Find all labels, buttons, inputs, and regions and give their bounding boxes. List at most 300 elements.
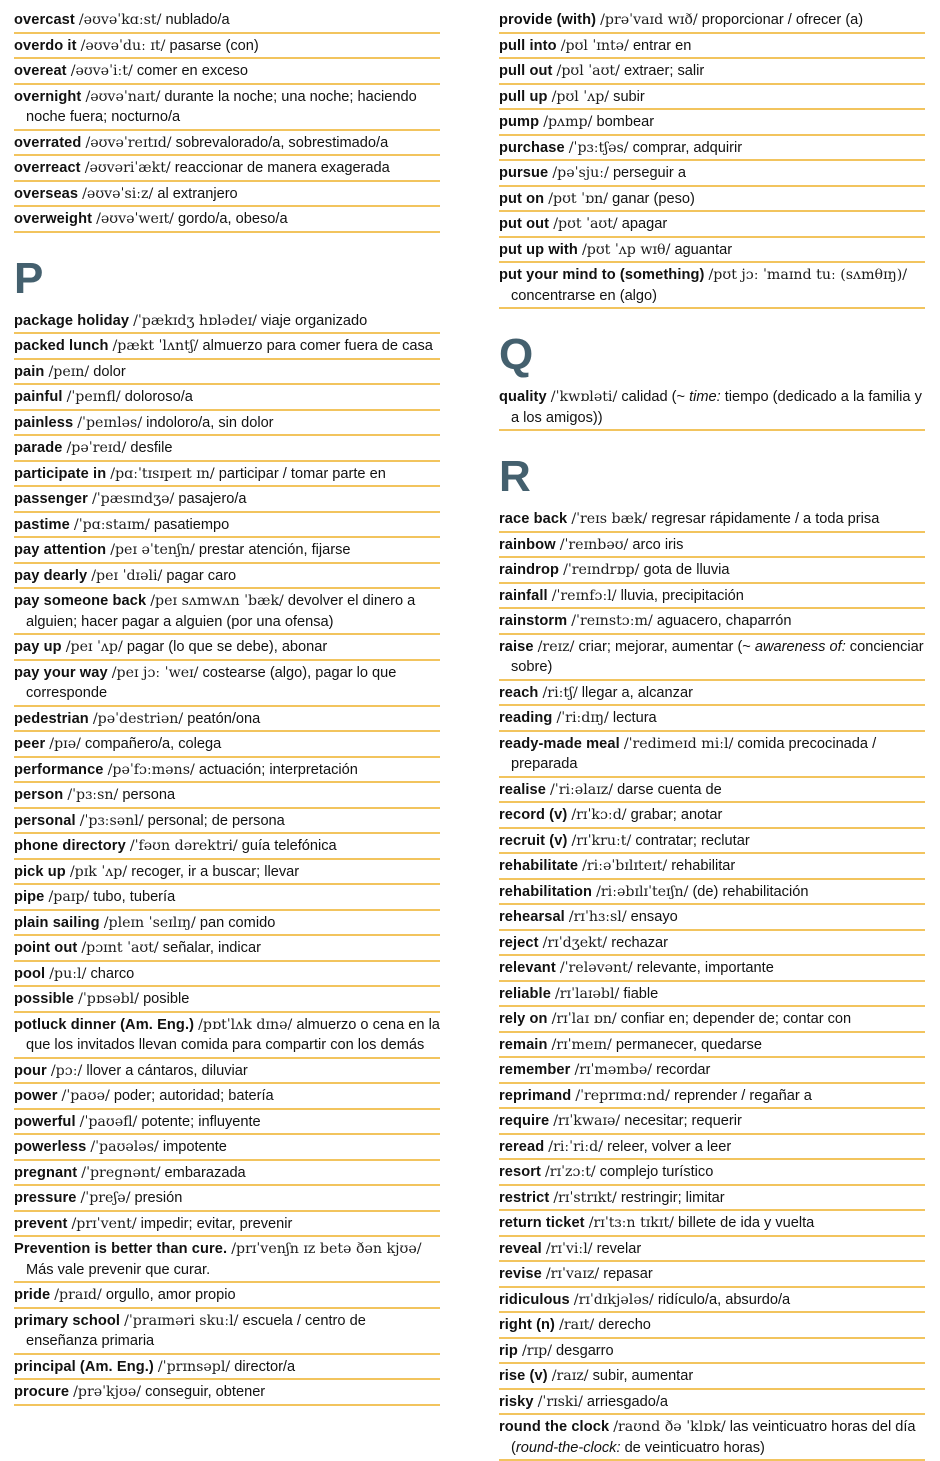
entry-phonetics: /raɪt/ bbox=[559, 1317, 595, 1333]
entry-headword: right (n) bbox=[499, 1317, 556, 1333]
entry-headword: painless bbox=[14, 414, 74, 431]
entry-translation: durante la noche; una noche; haciendo noche fuera; nocturno/a bbox=[26, 88, 417, 125]
entry-translation: charco bbox=[90, 965, 135, 982]
entry-translation: fiable bbox=[623, 985, 659, 1002]
entry-headword: put on bbox=[499, 190, 545, 207]
dictionary-entry bbox=[14, 911, 440, 937]
entry-headword: participate in bbox=[14, 465, 107, 482]
dictionary-entry bbox=[499, 880, 925, 906]
entry-phonetics: /ˈredimeɪd miːl/ bbox=[623, 735, 734, 752]
entry-translation: tubo, tubería bbox=[93, 889, 176, 905]
entry-headword: overeat bbox=[14, 63, 67, 79]
entry-phonetics: /praɪd/ bbox=[54, 1287, 102, 1303]
entry-translation: aguantar bbox=[674, 241, 733, 258]
entry-translation: dolor bbox=[93, 363, 126, 380]
entry-translation: pasarse (con) bbox=[169, 37, 259, 54]
entry-headword: personal bbox=[14, 812, 76, 829]
dictionary-entry bbox=[499, 385, 925, 431]
entry-headword: require bbox=[499, 1113, 550, 1129]
entry-headword: prevent bbox=[14, 1215, 68, 1232]
entry-translation: costearse (algo), pagar lo que corresponde bbox=[26, 664, 397, 701]
entry-headword: pay your way bbox=[14, 664, 108, 681]
entry-translation: concentrarse en (algo) bbox=[511, 287, 658, 304]
section-letter-r: R bbox=[499, 452, 531, 501]
entry-translation: revelar bbox=[596, 1240, 642, 1257]
entry-phonetics: /ˈreɪnbəʊ/ bbox=[559, 536, 629, 553]
dictionary-entry bbox=[499, 212, 925, 238]
entry-phonetics: /rɪˈtɜːn tɪkɪt/ bbox=[588, 1215, 674, 1231]
dictionary-entry bbox=[14, 334, 440, 360]
dictionary-entry bbox=[14, 85, 440, 131]
entry-translation: arco iris bbox=[632, 536, 684, 553]
dictionary-entry bbox=[14, 207, 440, 233]
entry-phonetics: /ˈpreʃə/ bbox=[80, 1190, 131, 1206]
entry-translation: lectura bbox=[612, 710, 657, 726]
entry-translation: gota de lluvia bbox=[643, 562, 730, 578]
entry-phonetics: /ˈpɜːsənl/ bbox=[79, 812, 144, 829]
dictionary-entry bbox=[499, 1313, 925, 1339]
dictionary-entry bbox=[14, 182, 440, 208]
entry-headword: ready-made meal bbox=[499, 735, 620, 752]
entry-headword: put your mind to (something) bbox=[499, 267, 705, 283]
dictionary-entry bbox=[14, 564, 440, 590]
entry-headword: plain sailing bbox=[14, 914, 100, 931]
entry-headword: powerless bbox=[14, 1139, 87, 1155]
entry-phonetics: /prəˈvaɪd wɪð/ bbox=[600, 12, 698, 28]
dictionary-entry bbox=[14, 834, 440, 860]
dictionary-entry bbox=[14, 360, 440, 386]
entry-translation: criar; mejorar, aumentar (~ awareness of: concienciar sobre) bbox=[511, 638, 924, 675]
entry-phonetics: /peɪ sʌmwʌn ˈbæk/ bbox=[150, 593, 284, 609]
entry-phonetics: /ˈreɪndrɒp/ bbox=[563, 562, 640, 578]
dictionary-entry bbox=[14, 1380, 440, 1406]
entry-headword: overseas bbox=[14, 185, 79, 202]
entry-phonetics: /ˈpraɪməri skuːl/ bbox=[124, 1312, 239, 1329]
entry-phonetics: /ˈfəʊn dərektri/ bbox=[129, 838, 238, 854]
entry-translation: orgullo, amor propio bbox=[105, 1287, 236, 1303]
entry-translation: sobrevalorado/a, sobrestimado/a bbox=[175, 134, 389, 151]
entry-phonetics: /ˈpɒsəbl/ bbox=[78, 991, 139, 1007]
entry-phonetics: /rɪˈlaɪəbl/ bbox=[554, 985, 620, 1002]
dictionary-entry bbox=[499, 1211, 925, 1237]
dictionary-entry bbox=[14, 538, 440, 564]
entry-headword: power bbox=[14, 1088, 58, 1104]
entry-headword: overrated bbox=[14, 134, 82, 151]
dictionary-entry bbox=[499, 635, 925, 681]
entry-translation: aguacero, chaparrón bbox=[656, 613, 792, 629]
entry-phonetics: /rɪˈstrɪkt/ bbox=[553, 1189, 617, 1206]
entry-translation: Más vale prevenir que curar. bbox=[26, 1261, 211, 1278]
dictionary-entry bbox=[14, 1309, 440, 1355]
entry-translation: comida precocinada / preparada bbox=[511, 735, 877, 772]
entry-translation: indoloro/a, sin dolor bbox=[146, 414, 274, 431]
entry-translation: desgarro bbox=[556, 1342, 614, 1359]
dictionary-entry bbox=[14, 487, 440, 513]
entry-phonetics: /prɪˈvenʃn ɪz betə ðən kjʊə/ bbox=[231, 1241, 422, 1257]
entry-translation: almuerzo para comer fuera de casa bbox=[202, 338, 433, 354]
dictionary-entry bbox=[499, 1339, 925, 1365]
entry-headword: relevant bbox=[499, 960, 556, 976]
entry-headword: pedestrian bbox=[14, 710, 89, 727]
entry-headword: raindrop bbox=[499, 562, 559, 578]
entry-translation: ganar (peso) bbox=[612, 190, 695, 207]
entry-headword: remain bbox=[499, 1036, 548, 1053]
entry-translation: releer, volver a leer bbox=[607, 1138, 732, 1155]
dictionary-entry bbox=[14, 860, 440, 886]
entry-headword: package holiday bbox=[14, 312, 130, 329]
entry-translation: reaccionar de manera exagerada bbox=[174, 160, 390, 176]
entry-phonetics: /ˈreɪnfɔːl/ bbox=[551, 587, 617, 604]
entry-phonetics: /pɑːˈtɪsɪpeɪt ɪn/ bbox=[110, 465, 215, 482]
dictionary-entry bbox=[14, 936, 440, 962]
entry-headword: overdo it bbox=[14, 37, 77, 54]
entry-phonetics: /pəˈfɔːməns/ bbox=[107, 761, 195, 778]
entry-headword: pull into bbox=[499, 37, 557, 54]
entry-phonetics: /ˈreɪs bæk/ bbox=[571, 511, 648, 527]
entry-phonetics: /pʊt ˈɒn/ bbox=[548, 190, 609, 207]
entry-translation: comer en exceso bbox=[136, 63, 248, 79]
entry-headword: pregnant bbox=[14, 1164, 78, 1181]
entry-headword: Prevention is better than cure. bbox=[14, 1241, 228, 1257]
entry-phonetics: /riːtʃ/ bbox=[542, 684, 578, 701]
entry-phonetics: /pʌmp/ bbox=[543, 114, 593, 130]
entry-phonetics: /pʊl ˈɪntə/ bbox=[560, 37, 629, 54]
entry-translation: necesitar; requerir bbox=[624, 1113, 742, 1129]
entry-phonetics: /əʊvəˈweɪt/ bbox=[96, 211, 174, 227]
entry-phonetics: /ˈpaʊə/ bbox=[61, 1088, 110, 1104]
entry-translation: impedir; evitar, prevenir bbox=[140, 1215, 293, 1232]
entry-phonetics: /pəˈreɪd/ bbox=[66, 440, 127, 456]
entry-headword: reread bbox=[499, 1138, 545, 1155]
entry-headword: principal (Am. Eng.) bbox=[14, 1358, 154, 1375]
entry-translation: confiar en; depender de; contar con bbox=[620, 1011, 852, 1027]
dictionary-entry bbox=[499, 1186, 925, 1212]
entry-phonetics: /rɪp/ bbox=[522, 1342, 552, 1359]
dictionary-entry bbox=[14, 1237, 440, 1283]
dictionary-entry bbox=[499, 558, 925, 584]
dictionary-entry bbox=[499, 956, 925, 982]
dictionary-entry bbox=[499, 85, 925, 111]
entry-translation: permanecer, quedarse bbox=[615, 1036, 762, 1053]
entry-translation: compañero/a, colega bbox=[84, 736, 222, 752]
entry-headword: pull up bbox=[499, 88, 548, 105]
entry-headword: possible bbox=[14, 991, 75, 1007]
column-left bbox=[14, 8, 440, 1461]
entry-headword: pursue bbox=[499, 165, 549, 181]
entry-headword: risky bbox=[499, 1393, 534, 1410]
section-letter-q: Q bbox=[499, 330, 534, 379]
entry-headword: ridiculous bbox=[499, 1291, 570, 1308]
entry-headword: rip bbox=[499, 1342, 518, 1359]
entry-translation: peatón/ona bbox=[187, 710, 261, 727]
dictionary-entry bbox=[14, 1059, 440, 1085]
dictionary-entry bbox=[499, 982, 925, 1008]
dictionary-entry bbox=[499, 1364, 925, 1390]
dictionary-entry bbox=[499, 732, 925, 778]
entry-translation: poder; autoridad; batería bbox=[113, 1088, 274, 1104]
entry-translation: proporcionar / ofrecer (a) bbox=[701, 12, 864, 28]
dictionary-entry bbox=[499, 931, 925, 957]
entry-headword: pay up bbox=[14, 639, 62, 655]
entry-phonetics: /pækt ˈlʌntʃ/ bbox=[112, 338, 199, 354]
entry-translation: regresar rápidamente / a toda prisa bbox=[651, 511, 880, 527]
entry-headword: parade bbox=[14, 440, 63, 456]
entry-phonetics: /əʊvəˈnaɪt/ bbox=[85, 88, 161, 105]
entry-translation: rechazar bbox=[611, 934, 669, 951]
entry-phonetics: /rɪˈvaɪz/ bbox=[545, 1266, 600, 1282]
entry-translation: conseguir, obtener bbox=[145, 1384, 266, 1400]
entry-headword: procure bbox=[14, 1384, 70, 1400]
entry-headword: rainbow bbox=[499, 536, 556, 553]
entry-phonetics: /ˈkwɒləti/ bbox=[550, 389, 618, 405]
entry-translation: billete de ida y vuelta bbox=[677, 1215, 815, 1231]
entry-phonetics: /pʊt ˈaʊt/ bbox=[553, 216, 618, 232]
entry-phonetics: /əʊvəˈiːt/ bbox=[70, 63, 133, 79]
entry-headword: record (v) bbox=[499, 807, 568, 823]
dictionary-entry bbox=[499, 681, 925, 707]
entry-headword: quality bbox=[499, 389, 547, 405]
entry-translation: desfile bbox=[130, 440, 173, 456]
entry-phonetics: /ˈpɜːtʃəs/ bbox=[568, 139, 629, 156]
entry-translation: director/a bbox=[234, 1358, 296, 1375]
entry-phonetics: /rɪˈkruːt/ bbox=[571, 832, 632, 849]
dictionary-entry bbox=[499, 1033, 925, 1059]
entry-translation: doloroso/a bbox=[124, 389, 193, 405]
entry-phonetics: /rɪˈzɔːt/ bbox=[545, 1164, 596, 1180]
entry-phonetics: /ˈpækɪdʒ hɒlədeɪ/ bbox=[133, 312, 257, 329]
entry-translation: recordar bbox=[656, 1062, 711, 1078]
entry-headword: race back bbox=[499, 511, 568, 527]
dictionary-entry bbox=[14, 987, 440, 1013]
entry-phonetics: /peɪ ˈʌp/ bbox=[65, 639, 123, 655]
entry-headword: peer bbox=[14, 736, 46, 752]
entry-headword: put up with bbox=[499, 241, 578, 258]
entry-translation: pan comido bbox=[199, 914, 276, 931]
entry-translation: señalar, indicar bbox=[162, 940, 261, 956]
entry-phonetics: /rɪˈdʒekt/ bbox=[542, 934, 608, 951]
entry-translation: contratar; reclutar bbox=[635, 832, 750, 849]
entry-translation: extraer; salir bbox=[623, 63, 705, 79]
entry-headword: realise bbox=[499, 781, 546, 798]
entry-phonetics: /ˈreləvənt/ bbox=[559, 960, 633, 976]
entry-headword: resort bbox=[499, 1164, 541, 1180]
dictionary-entry bbox=[499, 1237, 925, 1263]
entry-phonetics: /əʊvəˈreɪtɪd/ bbox=[85, 134, 172, 151]
entry-translation: subir, aumentar bbox=[592, 1368, 694, 1384]
entry-phonetics: /ˈpaʊəfl/ bbox=[79, 1113, 138, 1130]
entry-translation: pagar caro bbox=[166, 567, 237, 584]
entry-phonetics: /rɪˈhɜːsl/ bbox=[568, 909, 627, 925]
entry-phonetics: /peɪ ˈdɪəli/ bbox=[91, 567, 163, 584]
dictionary-entry bbox=[499, 59, 925, 85]
entry-translation: persona bbox=[122, 787, 176, 803]
dictionary-entry bbox=[14, 34, 440, 60]
entry-headword: pride bbox=[14, 1287, 51, 1303]
dictionary-entry bbox=[14, 1135, 440, 1161]
dictionary-entry bbox=[14, 635, 440, 661]
dictionary-entry bbox=[14, 436, 440, 462]
entry-phonetics: /ˈpaʊələs/ bbox=[90, 1139, 159, 1155]
entry-translation: darse cuenta de bbox=[617, 781, 722, 798]
entry-phonetics: /rɪˈviːl/ bbox=[545, 1240, 593, 1257]
entry-translation: lluvia, precipitación bbox=[620, 587, 744, 604]
column-right bbox=[499, 8, 925, 1461]
entry-headword: round the clock bbox=[499, 1419, 610, 1435]
entry-headword: overweight bbox=[14, 211, 93, 227]
entry-phonetics: /ˈriːdɪŋ/ bbox=[556, 710, 609, 726]
entry-phonetics: /pɪk ˈʌp/ bbox=[69, 863, 128, 880]
entry-phonetics: /pɔɪnt ˈaʊt/ bbox=[81, 940, 159, 956]
dictionary-entry bbox=[14, 1212, 440, 1238]
entry-phonetics: /paɪp/ bbox=[48, 889, 90, 905]
entry-translation: ridículo/a, absurdo/a bbox=[657, 1291, 791, 1308]
entry-translation: devolver el dinero a alguien; hacer pagar a alguien (por una ofensa) bbox=[26, 593, 416, 630]
entry-translation: relevante, importante bbox=[636, 960, 774, 976]
dictionary-entry bbox=[499, 136, 925, 162]
dictionary-entry bbox=[14, 1084, 440, 1110]
entry-phonetics: /pʊl ˈaʊt/ bbox=[556, 63, 620, 79]
entry-headword: remember bbox=[499, 1062, 571, 1078]
dictionary-entry bbox=[499, 829, 925, 855]
entry-translation: posible bbox=[143, 991, 190, 1007]
entry-headword: painful bbox=[14, 389, 63, 405]
dictionary-entry bbox=[14, 1283, 440, 1309]
entry-phonetics: /puːl/ bbox=[49, 965, 87, 982]
entry-headword: performance bbox=[14, 761, 104, 778]
entry-headword: pull out bbox=[499, 63, 553, 79]
entry-translation: nublado/a bbox=[165, 12, 230, 28]
entry-translation: llegar a, alcanzar bbox=[581, 684, 693, 701]
entry-phonetics: /prəˈkjʊə/ bbox=[73, 1384, 142, 1400]
entry-headword: raise bbox=[499, 638, 534, 655]
entry-headword: overreact bbox=[14, 160, 81, 176]
dictionary-entry bbox=[499, 1160, 925, 1186]
entry-phonetics: /pʊt jɔː ˈmaɪnd tuː (sʌmθɪŋ)/ bbox=[708, 267, 908, 283]
entry-translation: pasatiempo bbox=[153, 516, 230, 533]
entry-headword: pay attention bbox=[14, 542, 107, 558]
dictionary-entry bbox=[14, 1355, 440, 1381]
entry-translation: guía telefónica bbox=[241, 838, 337, 854]
entry-translation: actuación; interpretación bbox=[198, 761, 358, 778]
dictionary-entry bbox=[14, 732, 440, 758]
entry-phonetics: /ˈpregnənt/ bbox=[81, 1164, 161, 1181]
entry-headword: rainfall bbox=[499, 587, 548, 604]
entry-headword: rehabilitate bbox=[499, 858, 579, 874]
dictionary-entry bbox=[14, 411, 440, 437]
dictionary-entry bbox=[499, 263, 925, 309]
entry-headword: overnight bbox=[14, 88, 82, 105]
entry-translation: comprar, adquirir bbox=[632, 139, 743, 156]
dictionary-entry bbox=[14, 385, 440, 411]
dictionary-entry bbox=[499, 34, 925, 60]
dictionary-entry bbox=[499, 1390, 925, 1416]
entry-headword: phone directory bbox=[14, 838, 126, 854]
entry-translation: gordo/a, obeso/a bbox=[178, 211, 288, 227]
entry-headword: pick up bbox=[14, 863, 66, 880]
dictionary-entry bbox=[14, 513, 440, 539]
entry-translation: prestar atención, fijarse bbox=[198, 542, 351, 558]
entry-translation: calidad (~ time: tiempo (dedicado a la familia y a los amigos)) bbox=[511, 389, 922, 426]
dictionary-entry bbox=[14, 1110, 440, 1136]
entry-phonetics: /pəˈdestriən/ bbox=[92, 710, 184, 727]
entry-phonetics: /rɪˈkwaɪə/ bbox=[553, 1113, 621, 1129]
dictionary-entry bbox=[14, 131, 440, 157]
entry-translation: llover a cántaros, diluviar bbox=[86, 1062, 248, 1079]
entry-headword: passenger bbox=[14, 491, 88, 507]
entry-translation: (de) rehabilitación bbox=[692, 883, 809, 900]
entry-phonetics: /riːˈriːd/ bbox=[548, 1138, 604, 1155]
dictionary-entry bbox=[499, 238, 925, 264]
entry-headword: overcast bbox=[14, 12, 75, 28]
entry-translation: las veinticuatro horas del día (round-the-clock: de veinticuatro horas) bbox=[511, 1419, 916, 1456]
dictionary-entry bbox=[14, 59, 440, 85]
dictionary-entry bbox=[499, 1007, 925, 1033]
entry-phonetics: /ˈpeɪnləs/ bbox=[77, 414, 143, 431]
dictionary-entry bbox=[14, 707, 440, 733]
entry-phonetics: /reɪz/ bbox=[537, 638, 575, 655]
entry-headword: pay someone back bbox=[14, 593, 147, 609]
entry-translation: apagar bbox=[621, 216, 668, 232]
dictionary-entry bbox=[14, 309, 440, 335]
dictionary-entry bbox=[499, 110, 925, 136]
entry-headword: reprimand bbox=[499, 1087, 572, 1104]
section-letter-p: P bbox=[14, 253, 44, 303]
dictionary-entry bbox=[499, 584, 925, 610]
dictionary-entry bbox=[14, 1013, 440, 1059]
entry-headword: potluck dinner (Am. Eng.) bbox=[14, 1016, 195, 1033]
entry-phonetics: /pʊt ˈʌp wɪθ/ bbox=[581, 241, 671, 258]
entry-translation: participar / tomar parte en bbox=[218, 465, 386, 482]
entry-translation: pasajero/a bbox=[178, 491, 247, 507]
dictionary-entry bbox=[499, 507, 925, 533]
entry-headword: reliable bbox=[499, 985, 551, 1002]
entry-headword: put out bbox=[499, 216, 550, 232]
entry-translation: restringir; limitar bbox=[620, 1189, 725, 1206]
entry-translation: grabar; anotar bbox=[630, 807, 723, 823]
dictionary-entry bbox=[499, 905, 925, 931]
entry-headword: person bbox=[14, 787, 64, 803]
entry-translation: repasar bbox=[603, 1266, 653, 1282]
entry-phonetics: /peɪ əˈtenʃn/ bbox=[110, 542, 195, 558]
dictionary-entry bbox=[14, 8, 440, 34]
dictionary-entry bbox=[499, 854, 925, 880]
dictionary-entry bbox=[499, 1415, 925, 1461]
entry-translation: reprender / regañar a bbox=[673, 1087, 812, 1104]
entry-phonetics: /ˈreprɪmɑːnd/ bbox=[575, 1087, 670, 1104]
entry-translation: bombear bbox=[596, 114, 655, 130]
entry-translation: ensayo bbox=[630, 909, 678, 925]
entry-phonetics: /ˈprɪnsəpl/ bbox=[157, 1358, 231, 1375]
entry-headword: purchase bbox=[499, 139, 565, 156]
entry-translation: arriesgado/a bbox=[586, 1393, 669, 1410]
entry-headword: rely on bbox=[499, 1011, 548, 1027]
dictionary-entry bbox=[499, 187, 925, 213]
dictionary-entry bbox=[499, 533, 925, 559]
entry-headword: rehearsal bbox=[499, 909, 565, 925]
entry-headword: powerful bbox=[14, 1113, 76, 1130]
entry-headword: rise (v) bbox=[499, 1368, 548, 1384]
entry-translation: derecho bbox=[598, 1317, 651, 1333]
entry-headword: reading bbox=[499, 710, 553, 726]
dictionary-entry bbox=[14, 809, 440, 835]
entry-phonetics: /ˈpæsɪndʒə/ bbox=[91, 491, 175, 507]
entry-phonetics: /ˈriːəlaɪz/ bbox=[550, 781, 613, 798]
dictionary-entry bbox=[499, 778, 925, 804]
entry-phonetics: /riːəˈbɪlɪteɪt/ bbox=[582, 858, 668, 874]
entry-phonetics: /rɪˈlaɪ ɒn/ bbox=[551, 1011, 617, 1027]
entry-translation: perseguir a bbox=[612, 165, 686, 181]
entry-translation: pagar (lo que se debe), abonar bbox=[126, 639, 328, 655]
